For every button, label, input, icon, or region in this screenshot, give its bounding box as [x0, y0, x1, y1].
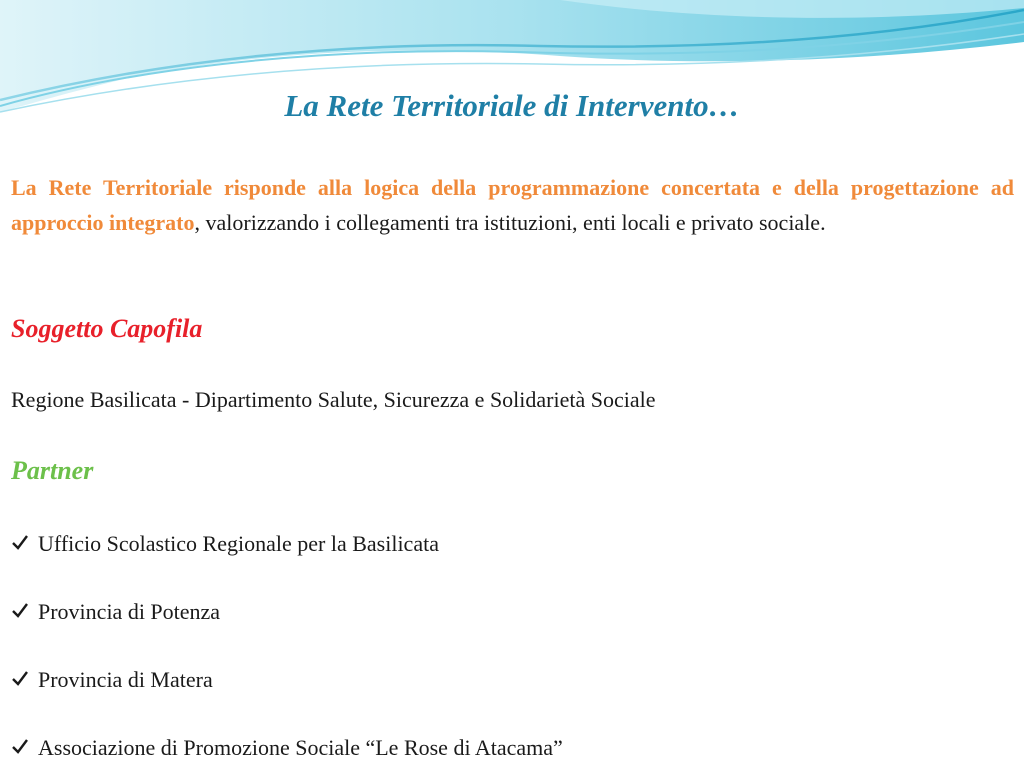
partner-item	[11, 597, 220, 627]
partner-label: Ufficio Scolastico Regionale per la Basilicata	[38, 531, 439, 556]
partner-item	[11, 529, 439, 559]
partner-label: Provincia di Potenza	[38, 599, 221, 624]
partner-heading: Partner	[11, 456, 94, 485]
capofila-text: Regione Basilicata - Dipartimento Salute, Sicurezza e Solidarietà Sociale	[11, 387, 656, 412]
partner-label: Provincia di Matera	[38, 667, 213, 692]
intro-paragraph	[11, 171, 1014, 240]
capofila-heading: Soggetto Capofila	[11, 314, 203, 343]
checkmark-icon	[11, 669, 29, 687]
intro-body-text: , valorizzando i collegamenti tra istituzioni, enti locali e privato sociale.	[194, 209, 826, 235]
checkmark-icon	[11, 533, 29, 551]
checkmark-icon	[11, 737, 29, 755]
intro-highlight-text: La Rete Territoriale risponde alla logica della programmazione concertata e della progettazione ad approccio integrato	[11, 175, 1014, 235]
slide-title: La Rete Territoriale di Intervento…	[284, 88, 740, 123]
checkmark-icon	[11, 601, 29, 619]
partner-item	[11, 733, 563, 763]
partner-label: Associazione di Promozione Sociale “Le Rose di Atacama”	[38, 735, 563, 760]
partner-item	[11, 665, 213, 695]
